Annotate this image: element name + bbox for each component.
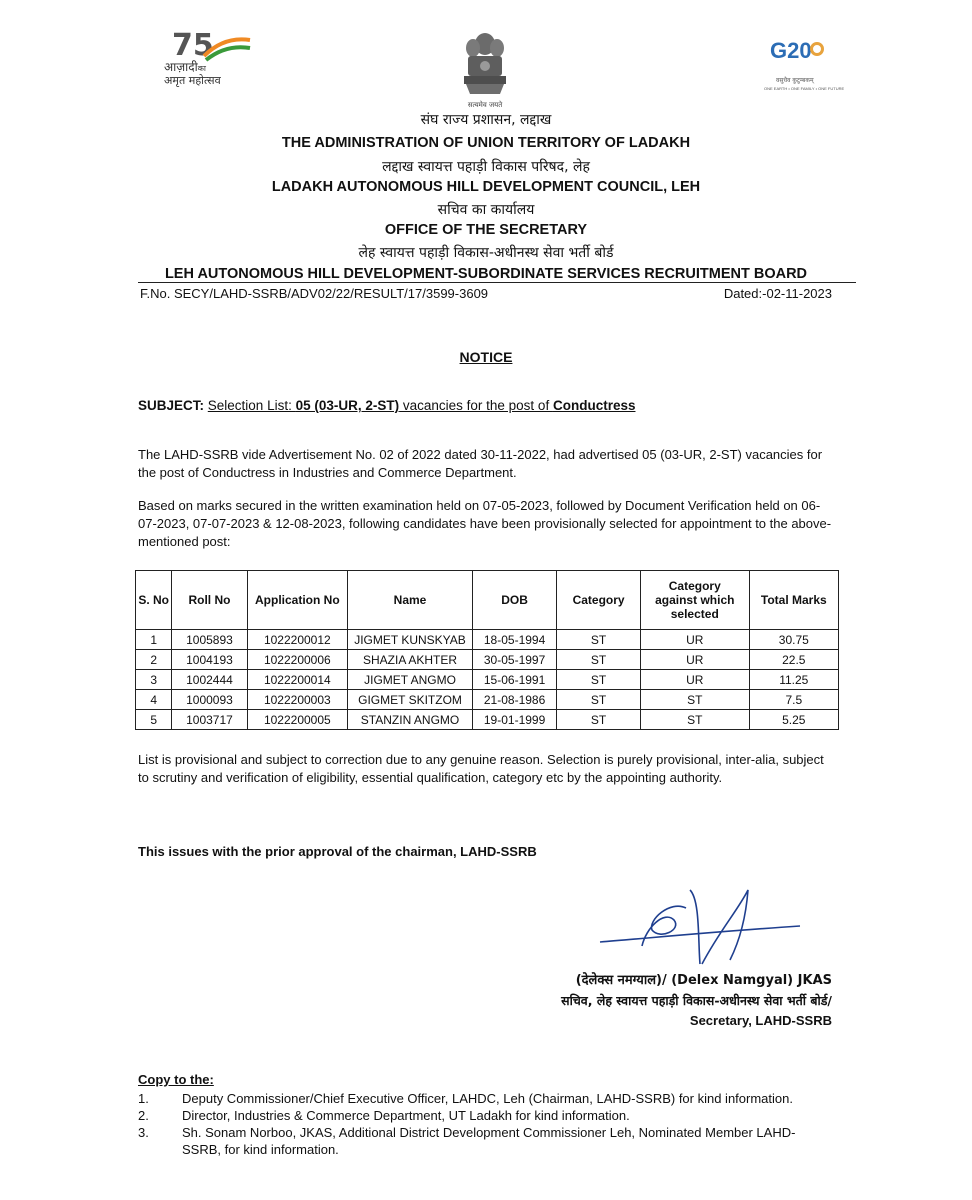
header-hindi-4: लेह स्वायत्त पहाड़ी विकास-अधीनस्थ सेवा भर्ती बोर्ड (358, 245, 614, 261)
cell-dob: 18-05-1994 (472, 630, 556, 650)
cell-total-marks: 11.25 (749, 670, 838, 690)
logo-line1: आज़ादी (164, 60, 198, 74)
col-total-marks: Total Marks (749, 571, 838, 630)
copy-item-text: Sh. Sonam Norboo, JKAS, Additional District Development Commissioner Leh, Nominated Member LAHD-SSRB, for kind information. (182, 1125, 796, 1157)
flag-swoosh-icon (202, 34, 252, 62)
emblem-motto: सत्यमेव जयते (467, 101, 503, 109)
cell-name: GIGMET SKITZOM (348, 690, 473, 710)
selection-table (135, 570, 839, 730)
signatory-designation-hindi: सचिव, लेह स्वायत्त पहाड़ी विकास-अधीनस्थ सेवा भर्ती बोर्ड/ (561, 993, 832, 1008)
header-hindi-3: सचिव का कार्यालय (437, 202, 535, 218)
cell-total-marks: 7.5 (749, 690, 838, 710)
paragraph-provisional: List is provisional and subject to correction due to any genuine reason. Selection is purely provisional, inter-alia, subject to scrutiny and verification of eligibility, essential qualification, category etc by the appointing authority. (138, 752, 824, 785)
table-header-row (136, 571, 839, 630)
cell-roll-no: 1003717 (172, 710, 247, 730)
signatory-designation: Secretary, LAHD-SSRB (689, 1013, 832, 1028)
table-row (136, 690, 839, 710)
cell-category: ST (557, 670, 641, 690)
table-row (136, 650, 839, 670)
table-row (136, 630, 839, 650)
notice-title: NOTICE (459, 349, 513, 365)
cell-sno: 2 (136, 650, 172, 670)
cell-roll-no: 1002444 (172, 670, 247, 690)
cell-dob: 19-01-1999 (472, 710, 556, 730)
cell-application-no: 1022200003 (247, 690, 348, 710)
col-dob: DOB (472, 571, 556, 630)
header-english-3: OFFICE OF THE SECRETARY (384, 222, 588, 238)
subject-text-1: Selection List: (207, 398, 296, 413)
copy-item-text: Director, Industries & Commerce Department, UT Ladakh for kind information. (182, 1108, 630, 1123)
subject-line (138, 398, 635, 413)
copy-item-text: Deputy Commissioner/Chief Executive Officer, LAHDC, Leh (Chairman, LAHD-SSRB) for kind information. (182, 1091, 793, 1106)
header-hindi-1: संघ राज्य प्रशासन, लद्दाख (420, 112, 552, 128)
copy-item-number: 3. (138, 1125, 149, 1140)
col-sno: S. No (136, 571, 172, 630)
subject-post: Conductress (552, 398, 636, 413)
logo-line2: अमृत महोत्सव (164, 74, 221, 87)
file-number: F.No. SECY/LAHD-SSRB/ADV02/22/RESULT/17/3599-3609 (140, 286, 489, 301)
subject-label: SUBJECT: (138, 398, 205, 413)
cell-sno: 4 (136, 690, 172, 710)
handwritten-signature (590, 880, 820, 970)
cell-category-selected: ST (640, 690, 749, 710)
cell-dob: 15-06-1991 (472, 670, 556, 690)
header-english-2: LADAKH AUTONOMOUS HILL DEVELOPMENT COUNCIL, LEH (271, 179, 701, 195)
cell-application-no: 1022200006 (247, 650, 348, 670)
header-english-1: THE ADMINISTRATION OF UNION TERRITORY OF LADAKH (281, 135, 691, 151)
g20-logo (762, 38, 845, 98)
cell-category: ST (557, 650, 641, 670)
subject-text-2: vacancies for the post of (399, 398, 553, 413)
header-english-4: LEH AUTONOMOUS HILL DEVELOPMENT-SUBORDINATE SERVICES RECRUITMENT BOARD (164, 266, 808, 282)
copy-to-item (138, 1107, 838, 1124)
cell-name: STANZIN ANGMO (348, 710, 473, 730)
cell-roll-no: 1004193 (172, 650, 247, 670)
cell-application-no: 1022200005 (247, 710, 348, 730)
cell-sno: 3 (136, 670, 172, 690)
cell-category: ST (557, 630, 641, 650)
col-name: Name (348, 571, 473, 630)
cell-name: JIGMET ANGMO (348, 670, 473, 690)
g20-brand: G20 (770, 38, 812, 63)
cell-application-no: 1022200012 (247, 630, 348, 650)
cell-total-marks: 30.75 (749, 630, 838, 650)
cell-sno: 5 (136, 710, 172, 730)
cell-category: ST (557, 710, 641, 730)
cell-dob: 30-05-1997 (472, 650, 556, 670)
cell-sno: 1 (136, 630, 172, 650)
cell-name: SHAZIA AKHTER (348, 650, 473, 670)
col-roll-no: Roll No (172, 571, 247, 630)
cell-roll-no: 1005893 (172, 630, 247, 650)
col-application-no: Application No (247, 571, 348, 630)
signatory-name: (देलेक्स नमग्याल)/ (Delex Namgyal) JKAS (575, 973, 832, 988)
copy-item-number: 1. (138, 1091, 149, 1106)
date: Dated:-02-11-2023 (723, 286, 832, 301)
national-emblem (452, 30, 518, 110)
lotus-globe-icon (810, 42, 824, 56)
cell-application-no: 1022200014 (247, 670, 348, 690)
cell-name: JIGMET KUNSKYAB (348, 630, 473, 650)
copy-item-number: 2. (138, 1108, 149, 1123)
cell-total-marks: 5.25 (749, 710, 838, 730)
logo-line1-small: का (197, 64, 206, 73)
cell-category-selected: ST (640, 710, 749, 730)
col-category-selected: Category against which selected (640, 571, 749, 630)
cell-roll-no: 1000093 (172, 690, 247, 710)
copy-to-item (138, 1090, 838, 1107)
cell-total-marks: 22.5 (749, 650, 838, 670)
g20-subtag: ONE EARTH • ONE FAMILY • ONE FUTURE (764, 86, 845, 91)
paragraph-advertisement: The LAHD-SSRB vide Advertisement No. 02 of 2022 dated 30-11-2022, had advertised 05 (03-UR, 2-ST) vacancies for the post of Conductress in Industries and Commerce Department. (138, 447, 823, 480)
azadi-ka-amrit-mahotsav-logo (160, 28, 260, 90)
cell-category-selected: UR (640, 650, 749, 670)
table-row (136, 710, 839, 730)
ashoka-emblem-icon (452, 30, 518, 98)
logo-number: 75 (172, 28, 214, 63)
copy-to-item (138, 1124, 838, 1158)
copy-to-title: Copy to the: (138, 1072, 214, 1087)
header-hindi-2: लद्दाख स्वायत्त पहाड़ी विकास परिषद, लेह (382, 159, 590, 175)
approval-line: This issues with the prior approval of the chairman, LAHD-SSRB (138, 844, 537, 859)
cell-dob: 21-08-1986 (472, 690, 556, 710)
col-category: Category (557, 571, 641, 630)
paragraph-selection: Based on marks secured in the written examination held on 07-05-2023, followed by Document Verification held on 06-07-2023, 07-07-2023 & 12-08-2023, following candidates have been provisionally selected for appointment to the above-mentioned post: (138, 498, 832, 549)
cell-category: ST (557, 690, 641, 710)
cell-category-selected: UR (640, 670, 749, 690)
header-divider (138, 282, 856, 283)
g20-tagline: वसुधैव कुटुम्बकम् (776, 77, 814, 84)
cell-category-selected: UR (640, 630, 749, 650)
table-row (136, 670, 839, 690)
subject-vacancies: 05 (03-UR, 2-ST) (295, 398, 400, 413)
